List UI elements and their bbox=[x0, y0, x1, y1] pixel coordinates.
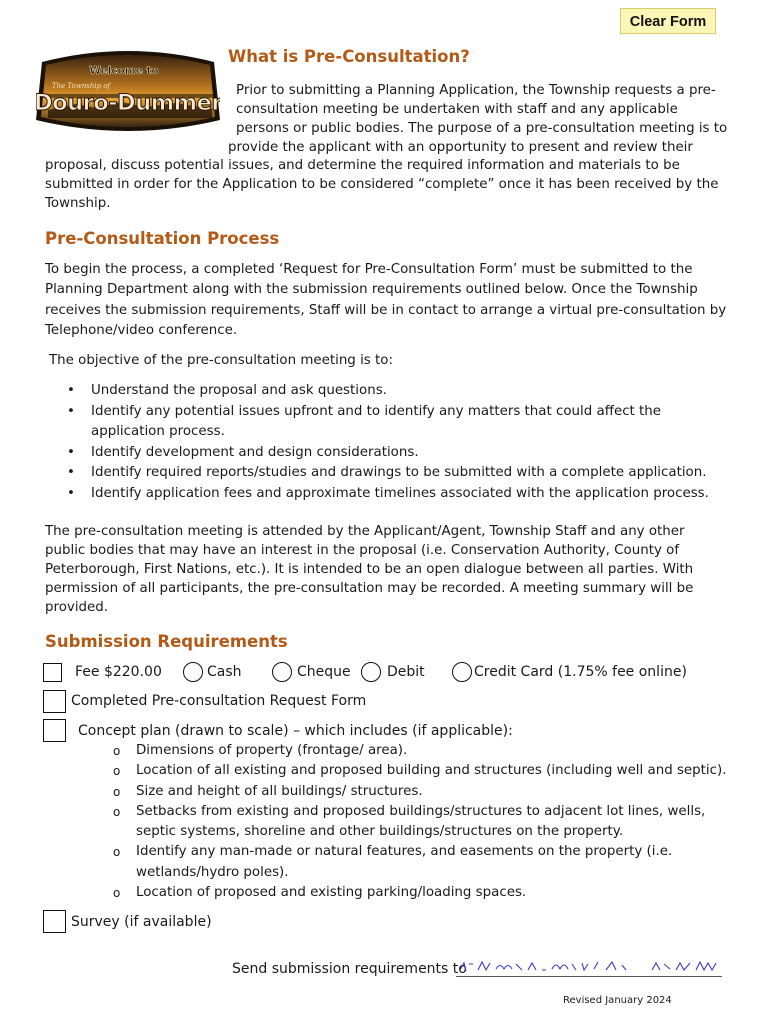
debit-radio[interactable] bbox=[361, 662, 381, 682]
clear-form-button[interactable]: Clear Form bbox=[620, 8, 716, 34]
objective-intro: The objective of the pre-consultation meeting is to: bbox=[49, 353, 393, 368]
attendance-line: public bodies that may have an interest in the proposal (i.e. Conservation Authority, County of bbox=[45, 543, 680, 558]
list-item: • Identify application fees and approximate timelines associated with the application process. bbox=[45, 484, 745, 505]
intro-line: provide the applicant with an opportunity to present and review their bbox=[228, 140, 693, 155]
attendance-line: permission of all participants, the pre-consultation may be recorded. A meeting summary will be bbox=[45, 581, 694, 596]
township-logo bbox=[36, 44, 220, 138]
email-scribble bbox=[456, 958, 722, 976]
logo-township-text: The Township of bbox=[51, 82, 111, 90]
concept-plan-label: Concept plan (drawn to scale) – which includes (if applicable): bbox=[78, 723, 513, 739]
list-item: o Location of proposed and existing parking/loading spaces. bbox=[45, 883, 745, 903]
debit-label: Debit bbox=[387, 664, 425, 680]
logo-welcome-text: Welcome to bbox=[89, 65, 159, 77]
cheque-label: Cheque bbox=[297, 664, 351, 680]
survey-checkbox[interactable] bbox=[43, 910, 66, 933]
cash-label: Cash bbox=[207, 664, 242, 680]
cash-radio[interactable] bbox=[183, 662, 203, 682]
list-item-continuation: septic systems, shoreline and other buildings/structures on the property. bbox=[136, 824, 624, 840]
attendance-line: Peterborough, First Nations, etc.). It is intended to be an open dialogue between all parties. With bbox=[45, 562, 694, 577]
credit-card-radio[interactable] bbox=[452, 662, 472, 682]
list-item: o Size and height of all buildings/ structures. bbox=[45, 782, 745, 802]
process-heading: Pre-Consultation Process bbox=[45, 229, 280, 248]
process-line: receives the submission requirements, Staff will be in contact to arrange a virtual pre-consultation by bbox=[45, 303, 727, 318]
list-item: • Identify any potential issues upfront and to identify any matters that could affect the bbox=[45, 402, 745, 423]
list-item: • Identify required reports/studies and drawings to be submitted with a complete application. bbox=[45, 463, 745, 484]
intro-line: submitted in order for the Application to be considered “complete” once it has been received by the bbox=[45, 177, 719, 192]
attendance-line: The pre-consultation meeting is attended by the Applicant/Agent, Township Staff and any other bbox=[45, 524, 685, 539]
objectives-list bbox=[45, 381, 745, 505]
survey-label: Survey (if available) bbox=[71, 914, 212, 930]
fee-checkbox[interactable] bbox=[43, 663, 62, 682]
list-item-continuation: application process. bbox=[91, 424, 225, 440]
list-item: o Dimensions of property (frontage/ area). bbox=[45, 741, 745, 761]
process-line: To begin the process, a completed ‘Request for Pre-Consultation Form’ must be submitted to the bbox=[45, 262, 693, 277]
intro-heading: What is Pre-Consultation? bbox=[228, 47, 470, 66]
list-item: • Understand the proposal and ask questions. bbox=[45, 381, 745, 402]
request-form-label: Completed Pre-consultation Request Form bbox=[71, 693, 367, 709]
process-line: Telephone/video conference. bbox=[45, 323, 238, 338]
list-item: • Identify development and design considerations. bbox=[45, 443, 745, 464]
logo-main-text: Douro-Dummer bbox=[36, 90, 220, 116]
send-to-label: Send submission requirements to bbox=[232, 961, 467, 977]
request-form-checkbox[interactable] bbox=[43, 690, 66, 713]
list-item-continuation: wetlands/hydro poles). bbox=[136, 864, 289, 880]
attendance-line: provided. bbox=[45, 600, 109, 615]
intro-line: consultation meeting be undertaken with staff and any applicable bbox=[236, 102, 678, 117]
email-address-field[interactable] bbox=[456, 958, 722, 977]
fee-label: Fee $220.00 bbox=[75, 664, 162, 680]
intro-line: Prior to submitting a Planning Application, the Township requests a pre- bbox=[236, 83, 716, 98]
intro-line: persons or public bodies. The purpose of a pre-consultation meeting is to bbox=[236, 121, 728, 136]
list-item: o Location of all existing and proposed building and structures (including well and septic). bbox=[45, 761, 745, 781]
concept-items-list bbox=[45, 741, 745, 903]
list-item: o Identify any man-made or natural features, and easements on the property (i.e. bbox=[45, 842, 745, 862]
process-line: Planning Department along with the submission requirements outlined below. Once the Township bbox=[45, 282, 698, 297]
intro-line: proposal, discuss potential issues, and determine the required information and materials to be bbox=[45, 158, 680, 173]
cheque-radio[interactable] bbox=[272, 662, 292, 682]
logo-graphic bbox=[36, 44, 220, 138]
intro-line: Township. bbox=[45, 196, 111, 211]
revised-date: Revised January 2024 bbox=[563, 995, 672, 1006]
list-item: o Setbacks from existing and proposed buildings/structures to adjacent lot lines, wells, bbox=[45, 802, 745, 822]
credit-card-label: Credit Card (1.75% fee online) bbox=[474, 664, 687, 680]
concept-plan-checkbox[interactable] bbox=[43, 719, 66, 742]
submission-heading: Submission Requirements bbox=[45, 632, 288, 651]
